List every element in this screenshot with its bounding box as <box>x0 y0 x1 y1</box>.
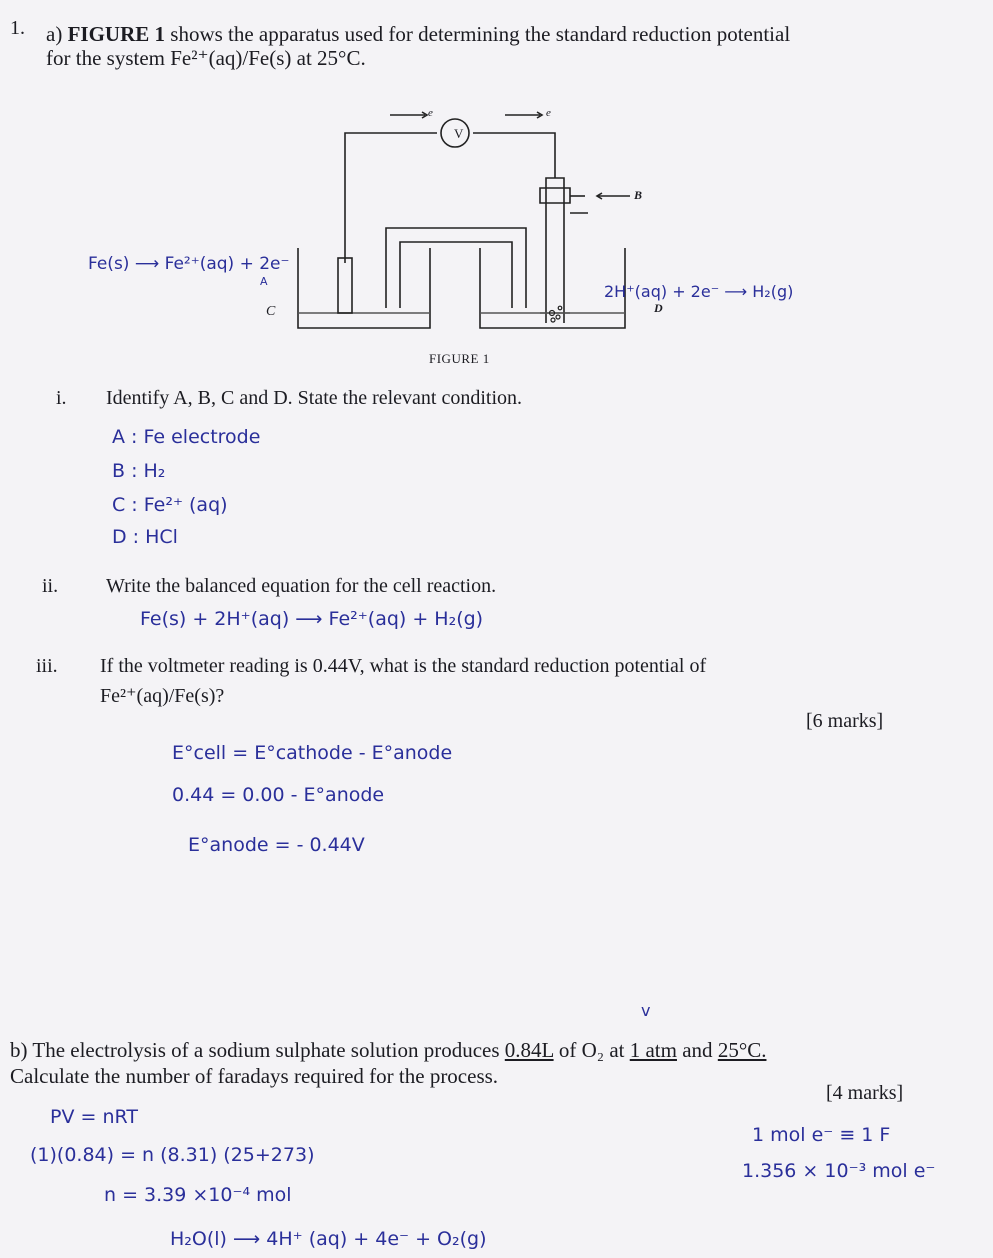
part-b-work-3: n = 3.39 ×10⁻⁴ mol <box>104 1184 292 1206</box>
figure-caption: FIGURE 1 <box>429 351 490 366</box>
label-d: D <box>654 301 663 315</box>
part-b-text-b: of O₂ at <box>558 1038 625 1062</box>
figure-ref: FIGURE 1 <box>67 22 166 46</box>
part-iii-work-3: E°anode = - 0.44V <box>188 834 365 856</box>
answer-d: D : HCl <box>112 526 178 548</box>
apparatus-diagram <box>240 108 660 338</box>
part-i-question: Identify A, B, C and D. State the relevant condition. <box>106 387 523 409</box>
answer-a: A : Fe electrode <box>112 426 261 448</box>
answer-b: B : H₂ <box>112 460 166 482</box>
question-intro-line1 <box>46 24 790 45</box>
part-ii-numeral: ii. <box>42 575 59 597</box>
part-b-text-a: b) The electrolysis of a sodium sulphate solution produces <box>10 1038 500 1062</box>
voltmeter-label: V <box>454 126 464 141</box>
part-ii-answer: Fe(s) + 2H⁺(aq) ⟶ Fe²⁺(aq) + H₂(g) <box>140 608 484 630</box>
part-b-marks: [4 marks] <box>826 1082 904 1104</box>
part-iii-question-line2: Fe²⁺(aq)/Fe(s)? <box>100 685 225 707</box>
part-b-pressure: 1 atm <box>629 1038 677 1062</box>
electron-label-2: e <box>546 107 551 119</box>
part-b-temperature: 25°C. <box>717 1038 767 1062</box>
part-iii-question-line1: If the voltmeter reading is 0.44V, what is the standard reduction potential of <box>100 655 707 677</box>
answer-c: C : Fe²⁺ (aq) <box>112 494 228 516</box>
part-b-work-2: (1)(0.84) = n (8.31) (25+273) <box>30 1144 315 1166</box>
part-iii-work-2: 0.44 = 0.00 - E°anode <box>172 784 385 806</box>
part-b-line1 <box>10 1040 766 1061</box>
handwritten-cathode-reaction: 2H⁺(aq) + 2e⁻ ⟶ H₂(g) <box>604 282 794 301</box>
part-b-line2: Calculate the number of faradays required for the process. <box>10 1064 499 1088</box>
part-b-volume: 0.84L <box>504 1038 554 1062</box>
part-i-numeral: i. <box>56 387 67 409</box>
part-ii-question: Write the balanced equation for the cell reaction. <box>106 575 497 597</box>
intro-text: shows the apparatus used for determining the standard reduction potential <box>170 22 791 46</box>
handwritten-label-a: A <box>260 275 268 288</box>
electron-label-1: e <box>428 107 433 119</box>
part-iii-work-1: E°cell = E°cathode - E°anode <box>172 742 453 764</box>
part-b-work-4: H₂O(l) ⟶ 4H⁺ (aq) + 4e⁻ + O₂(g) <box>170 1228 487 1250</box>
part-iii-marks: [6 marks] <box>806 710 884 732</box>
handwritten-anode-reaction: Fe(s) ⟶ Fe²⁺(aq) + 2e⁻ <box>88 254 290 274</box>
part-b-work-5: 1 mol e⁻ ≡ 1 F <box>752 1124 891 1146</box>
label-c: C <box>266 304 276 319</box>
label-b: B <box>634 188 643 202</box>
part-b-work-1: PV = nRT <box>50 1106 138 1128</box>
part-a-label: a) <box>46 22 63 46</box>
question-number: 1. <box>10 17 25 39</box>
part-iii-numeral: iii. <box>36 655 58 677</box>
part-b-and: and <box>682 1038 713 1062</box>
question-intro-line2: for the system Fe²⁺(aq)/Fe(s) at 25°C. <box>46 46 366 70</box>
tick-mark: v <box>641 1001 651 1020</box>
part-b-work-6: 1.356 × 10⁻³ mol e⁻ <box>742 1160 936 1182</box>
